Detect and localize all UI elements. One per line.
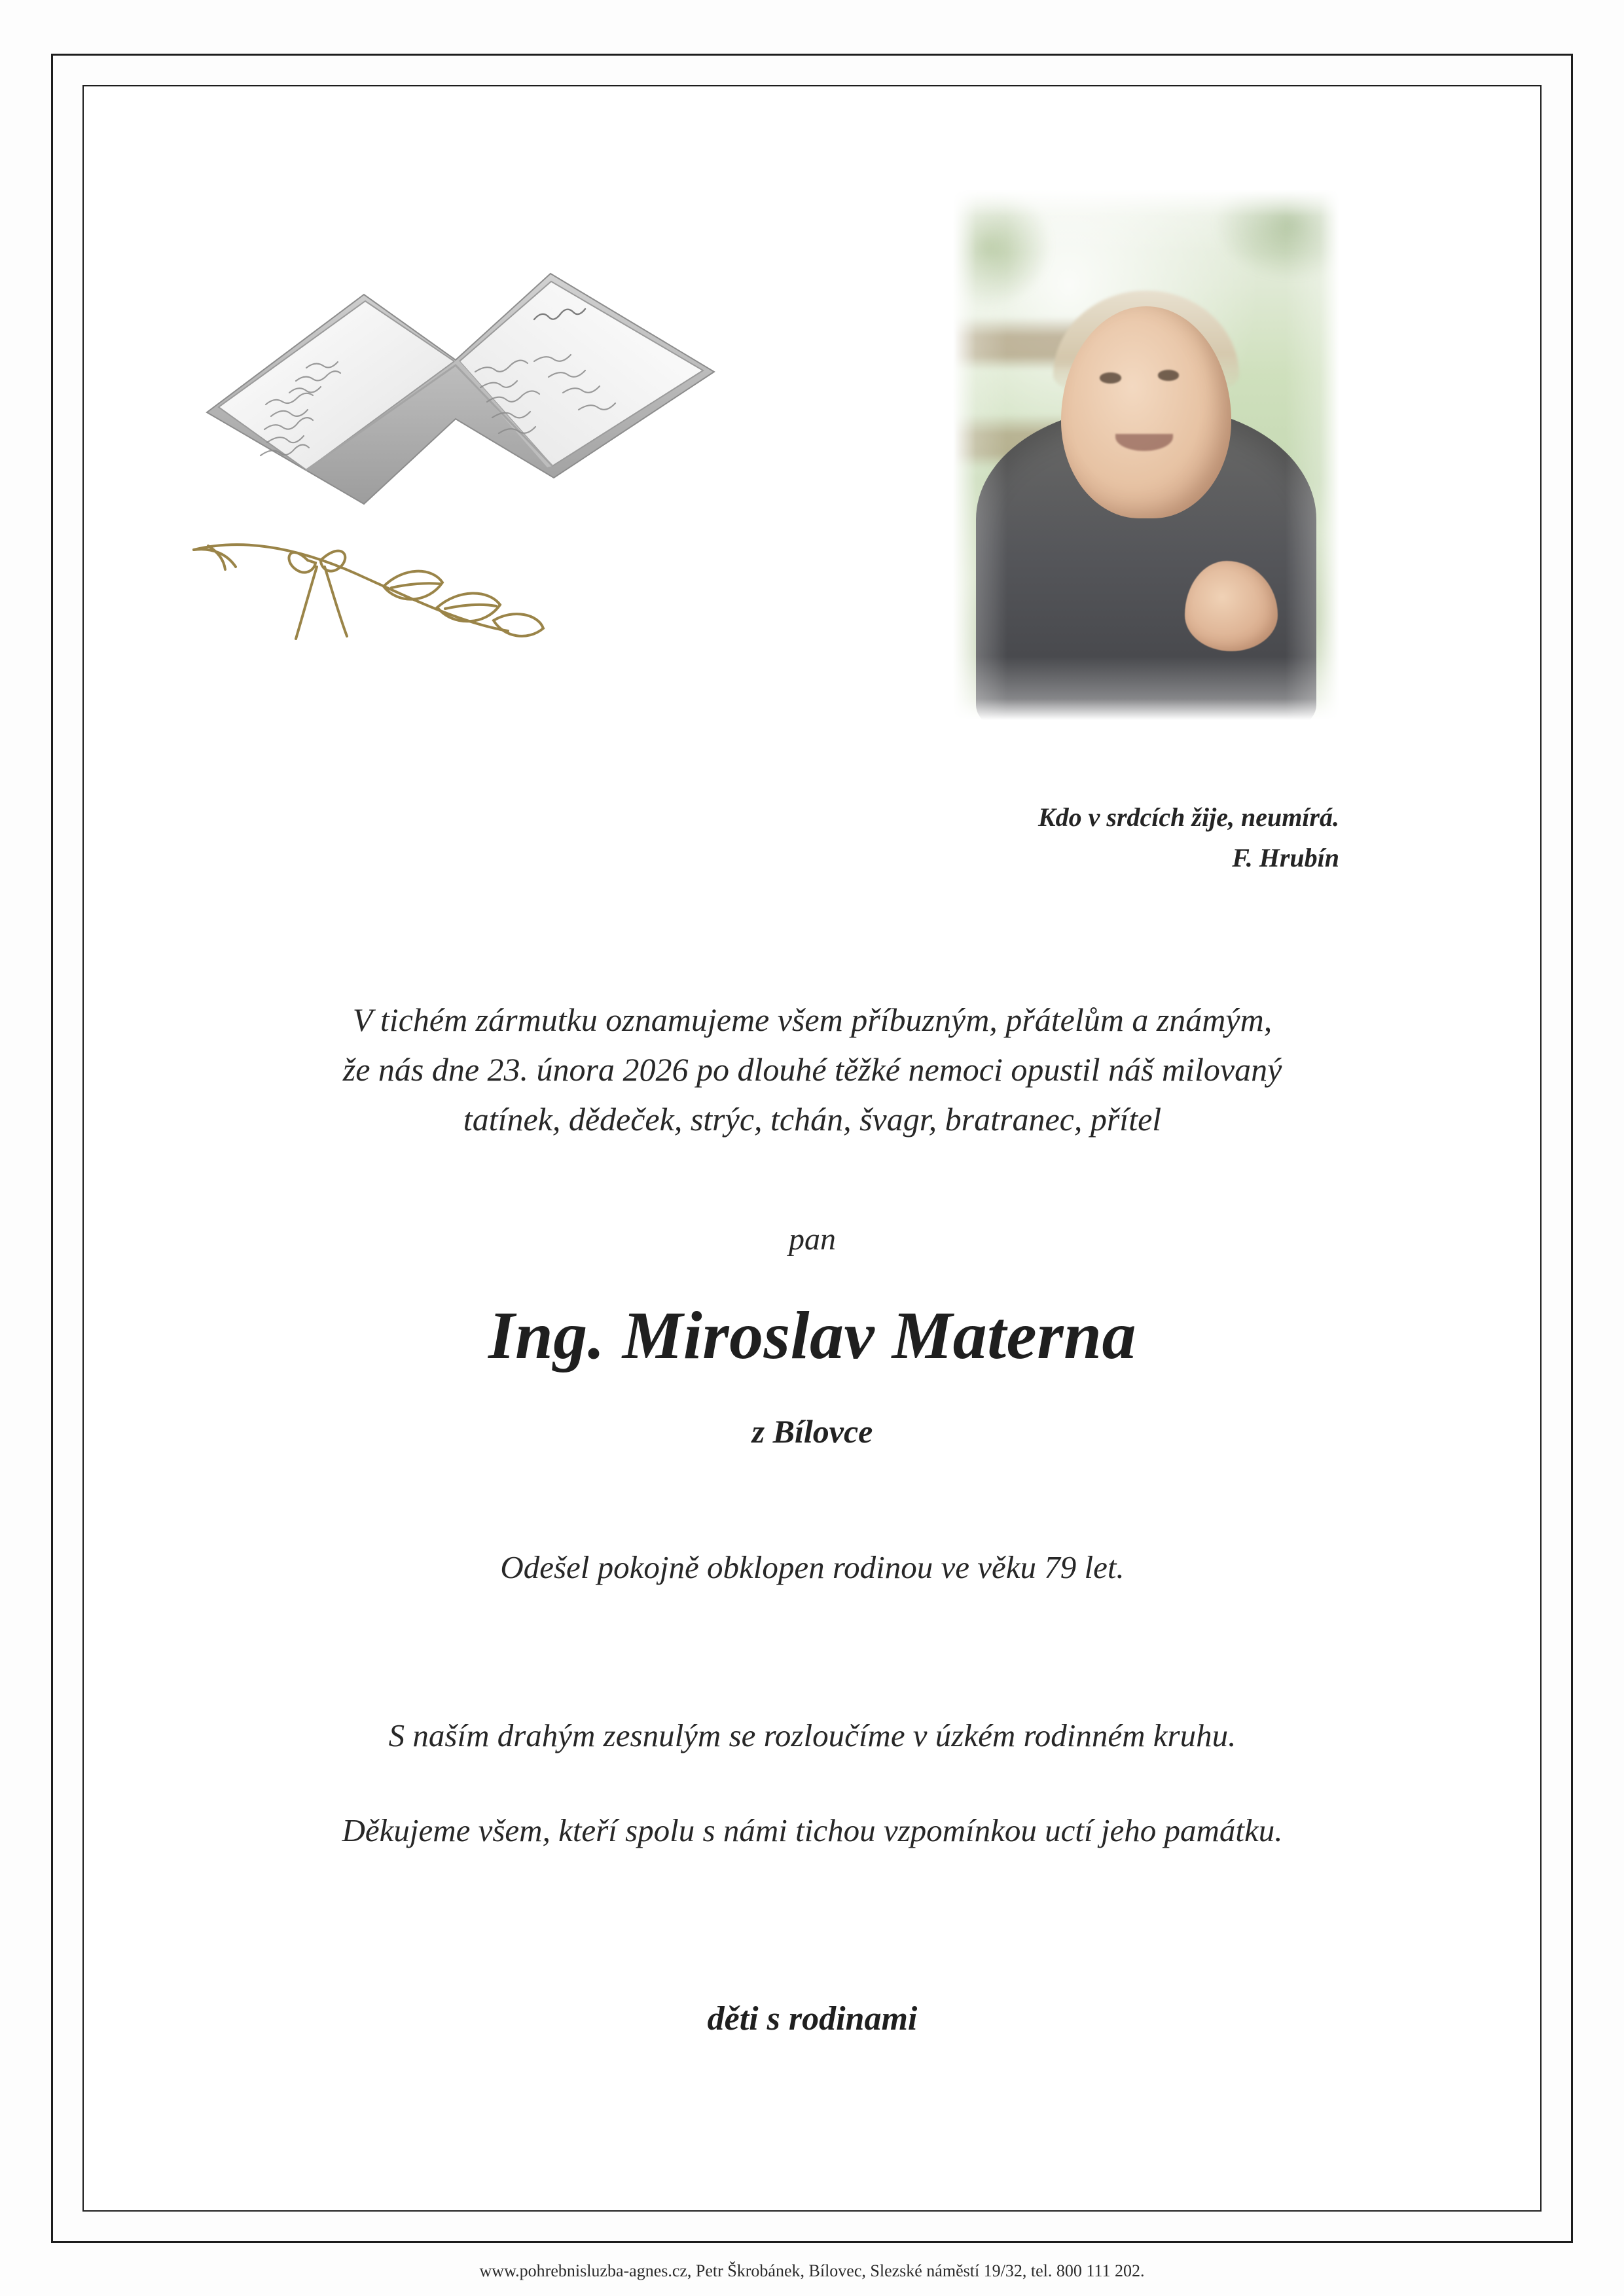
announcement-body	[174, 995, 1451, 2038]
card-content	[82, 85, 1542, 2212]
deceased-origin: z Bílovce	[751, 1413, 873, 1450]
open-book-icon	[168, 196, 744, 720]
farewell-note: S naším drahým zesnulým se rozloučíme v úzkém rodinném kruhu.	[388, 1717, 1236, 1753]
announcement-line-2: že nás dne 23. února 2026 po dlouhé těžké nemoci opustil náš milovaný	[342, 1051, 1282, 1088]
passing-note: Odešel pokojně obklopen rodinou ve věku 79 let.	[500, 1549, 1125, 1585]
deceased-name: Ing. Miroslav Materna	[488, 1298, 1137, 1373]
quote-author: F. Hrubín	[1232, 843, 1339, 872]
photo-vignette	[953, 190, 1339, 720]
footer-credit: www.pohrebnisluzba-agnes.cz, Petr Škrobánek, Bílovec, Slezské náměstí 19/32, tel. 800 111 202.	[479, 2261, 1145, 2280]
announcement-line-1: V tichém zármutku oznamujeme všem příbuzným, přátelům a známým,	[352, 1001, 1272, 1038]
announcement-text	[174, 995, 1451, 1144]
announcement-line-3: tatínek, dědeček, strýc, tchán, švagr, bratranec, přítel	[463, 1101, 1162, 1138]
honorific: pan	[789, 1222, 836, 1257]
thanks-note: Děkujeme všem, kteří spolu s námi tichou vzpomínkou uctí jeho památku.	[342, 1812, 1283, 1848]
portrait-photo	[953, 190, 1339, 720]
quote-text: Kdo v srdcích žije, neumírá.	[1038, 802, 1339, 832]
memorial-quote	[724, 798, 1339, 877]
signature-line: děti s rodinami	[707, 2000, 918, 2037]
